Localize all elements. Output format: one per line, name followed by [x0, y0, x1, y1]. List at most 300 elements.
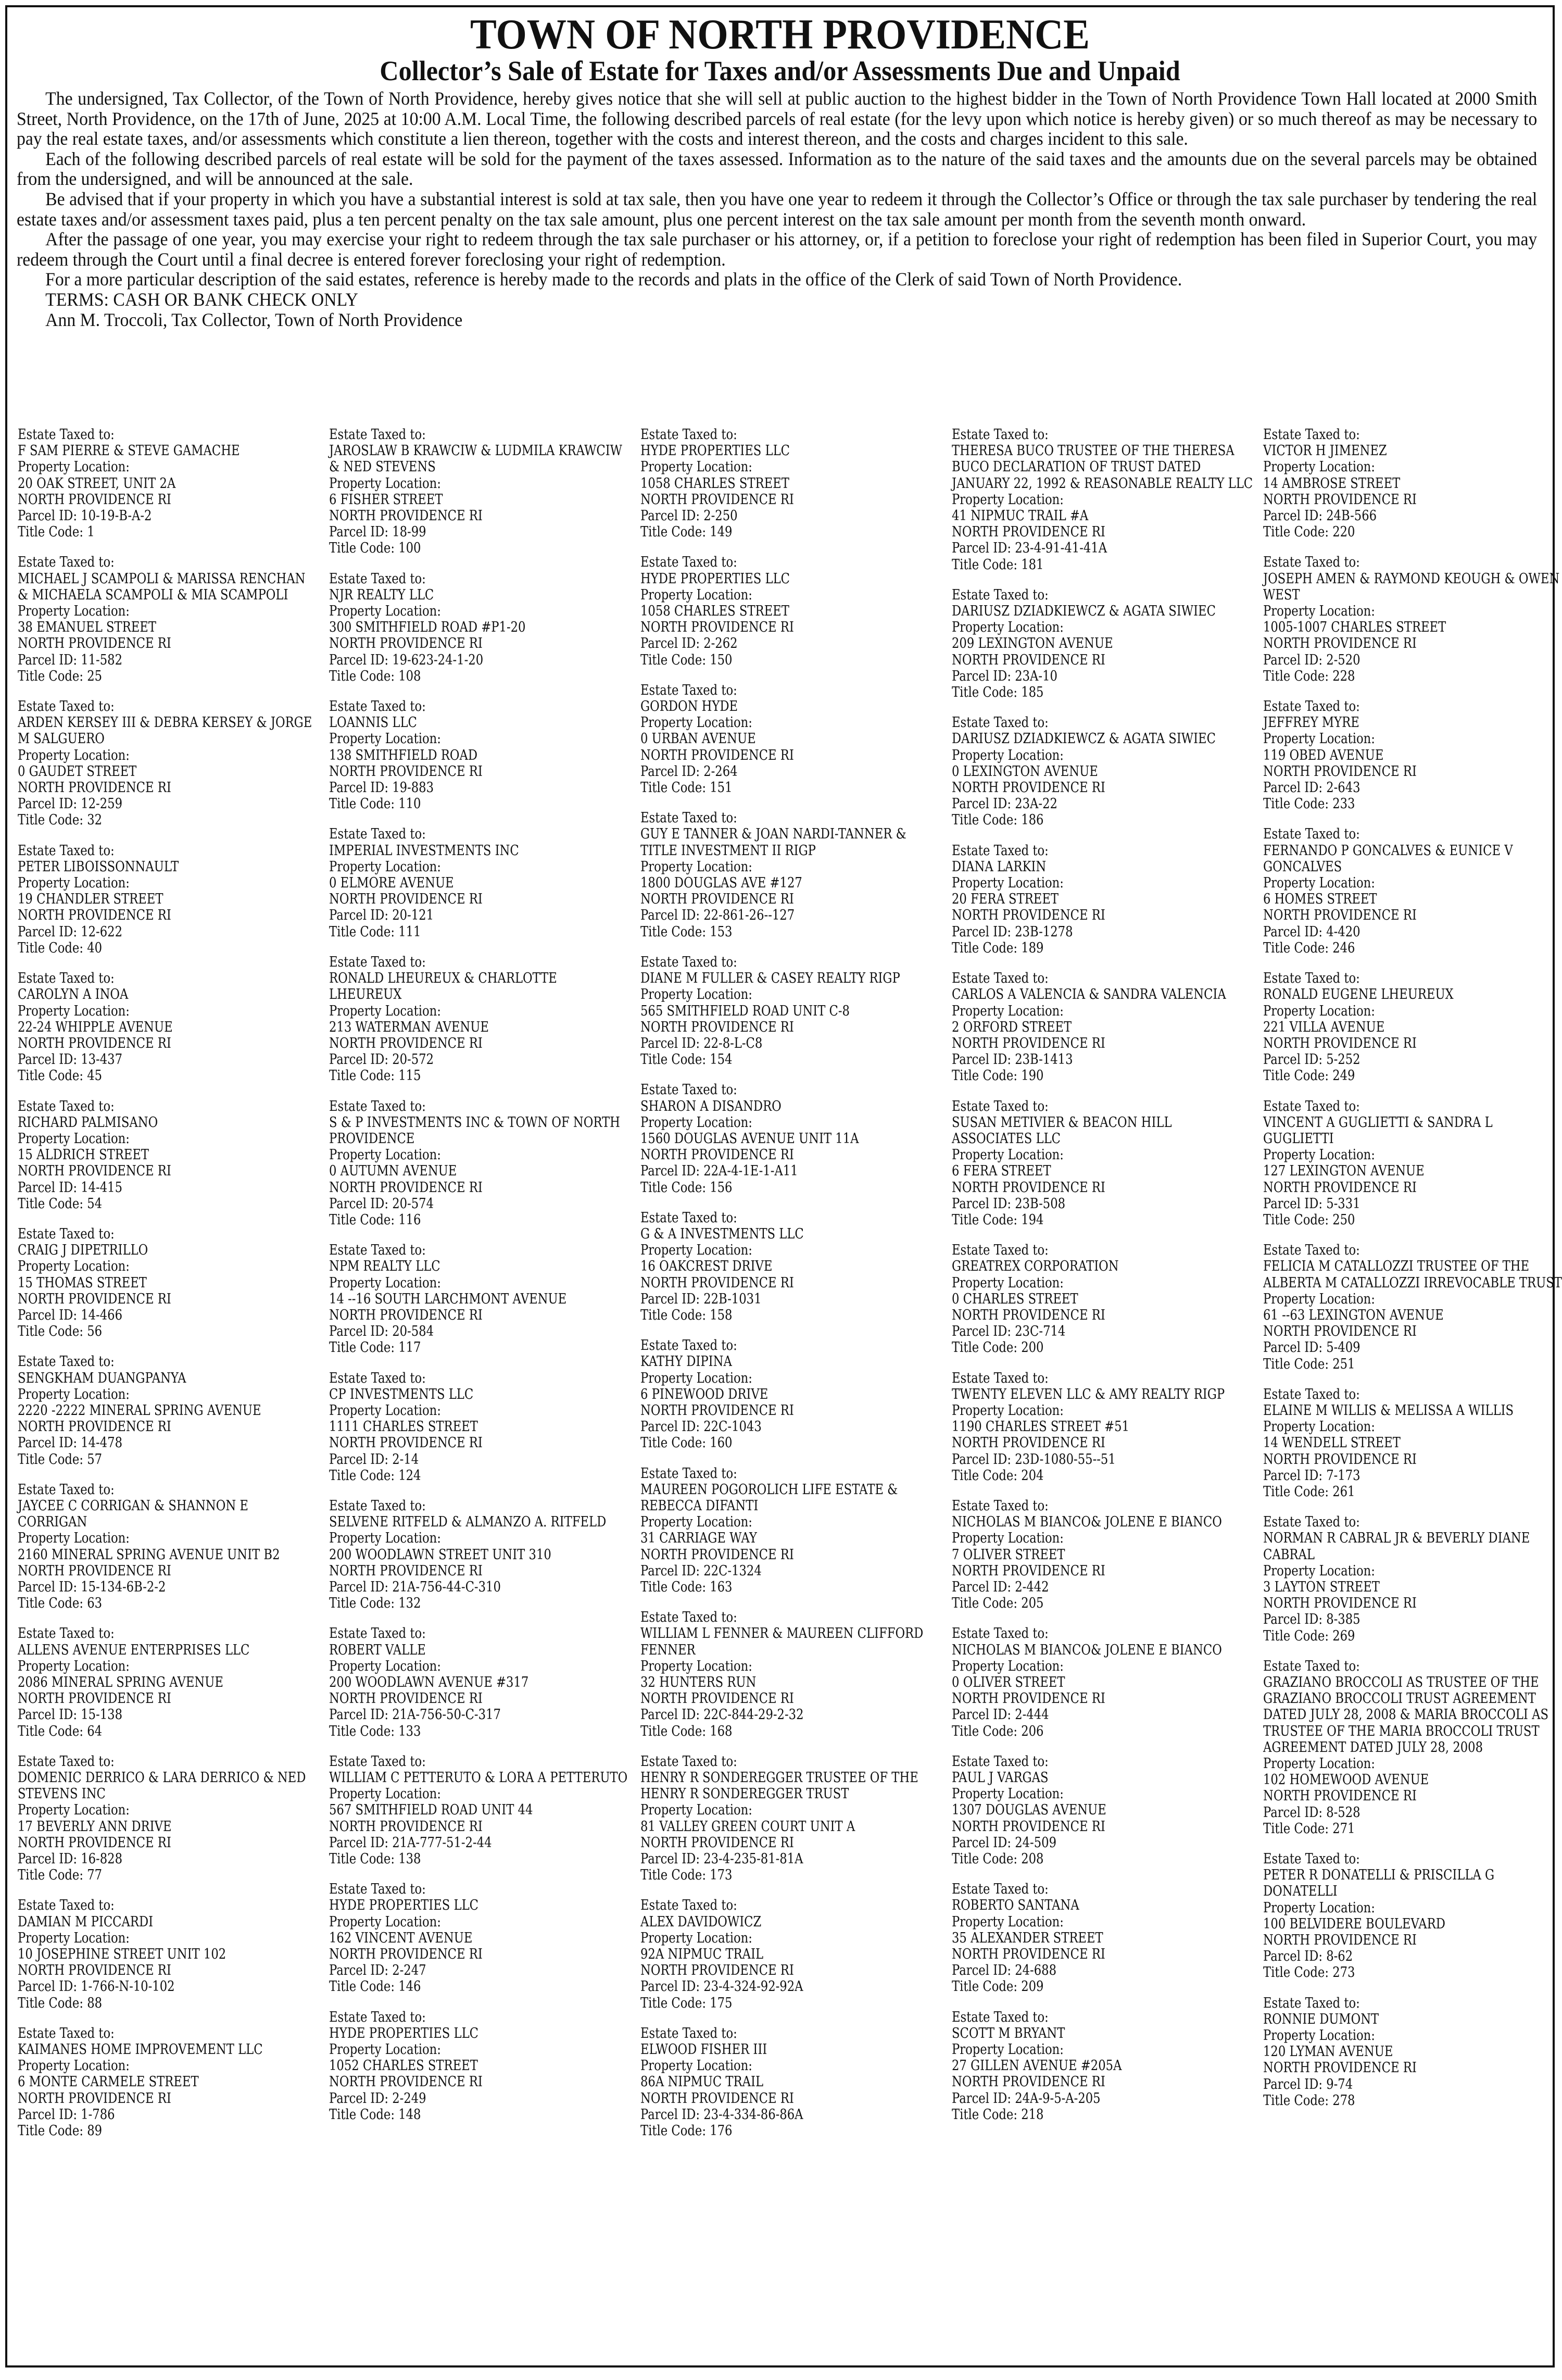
city-state: NORTH PROVIDENCE RI	[18, 1962, 171, 1979]
title-code: 32	[87, 812, 103, 829]
title-code-line	[1263, 2093, 1562, 2109]
property-location-label: Property Location:	[18, 1130, 130, 1147]
title-code-label: Title Code:	[640, 1579, 706, 1595]
parcel-id-line	[1263, 508, 1562, 524]
title-code-line	[329, 1212, 631, 1228]
title-code-label: Title Code:	[329, 1068, 395, 1084]
title-code-label: Title Code:	[329, 2106, 395, 2123]
title-code-label: Title Code:	[952, 684, 1017, 701]
intro-paragraph-court: After the passage of one year, you may exercise your right to redeem through the tax sale purchaser or his attorney, or, if a petition to foreclose your right of redemption has been filed in Superior Court, you may redeem through the Court until a final decree is entered forever foreclosing your right of redemption.	[17, 229, 1538, 270]
parcel-id-line	[329, 1579, 631, 1595]
title-code-line	[18, 1867, 320, 1883]
title-code-label: Title Code:	[640, 1307, 706, 1323]
street-address: 565 SMITHFIELD ROAD UNIT C-8	[640, 1003, 850, 1019]
property-location-label: Property Location:	[952, 491, 1064, 508]
parcel-id-label: Parcel ID:	[18, 652, 77, 668]
title-code-line	[329, 540, 631, 556]
title-code-label: Title Code:	[952, 940, 1017, 956]
parcel-entry	[1263, 1995, 1562, 2109]
city-state: NORTH PROVIDENCE RI	[1263, 1451, 1417, 1468]
estate-taxed-label: Estate Taxed to:	[329, 1497, 426, 1514]
parcel-id: 23-4-324-92-92A	[703, 1978, 803, 1995]
street-address: 162 VINCENT AVENUE	[329, 1930, 473, 1946]
street-address: 6 MONTE CARMELE STREET	[18, 2074, 199, 2090]
parcel-id-label: Parcel ID:	[18, 1851, 77, 1868]
title-code-line	[329, 2107, 631, 2123]
city-state: NORTH PROVIDENCE RI	[329, 1690, 483, 1707]
estate-taxed-label: Estate Taxed to:	[640, 554, 737, 571]
parcel-entry	[952, 843, 1254, 956]
parcel-entry	[952, 1753, 1254, 1867]
parcel-entry	[952, 1098, 1254, 1229]
property-location-label: Property Location:	[18, 1003, 130, 1019]
title-code-label: Title Code:	[952, 1467, 1017, 1484]
street-address: 6 HOMES STREET	[1263, 891, 1377, 908]
parcel-id-line	[18, 1978, 320, 1995]
owner-name: DARIUSZ DZIADKIEWCZ & AGATA SIWIEC	[952, 731, 1216, 747]
parcel-id-line	[952, 924, 1254, 940]
street-address: 0 URBAN AVENUE	[640, 731, 756, 747]
title-code-line	[952, 1723, 1254, 1739]
parcel-id: 22-8-L-C8	[703, 1035, 763, 1051]
title-code-label: Title Code:	[18, 1595, 83, 1612]
property-location-label: Property Location:	[18, 1930, 130, 1946]
title-code-label: Title Code:	[952, 1068, 1017, 1084]
parcel-id: 18-99	[392, 524, 426, 541]
title-code-label: Title Code:	[18, 940, 83, 956]
parcel-id-line	[18, 508, 320, 524]
street-address: 22-24 WHIPPLE AVENUE	[18, 1019, 173, 1035]
city-state: NORTH PROVIDENCE RI	[1263, 763, 1417, 780]
title-code-line	[640, 924, 942, 940]
estate-taxed-label: Estate Taxed to:	[640, 954, 737, 970]
property-location-label: Property Location:	[1263, 603, 1375, 620]
title-code-line	[329, 1068, 631, 1084]
city-state: NORTH PROVIDENCE RI	[18, 1834, 171, 1851]
parcel-id-label: Parcel ID:	[329, 2090, 388, 2107]
city-state: NORTH PROVIDENCE RI	[640, 1834, 794, 1851]
parcel-entry	[329, 2009, 631, 2123]
property-location-label: Property Location:	[329, 1658, 441, 1674]
parcel-id-label: Parcel ID:	[18, 1307, 77, 1323]
owner-name: HYDE PROPERTIES LLC	[640, 443, 790, 459]
title-code-line	[18, 524, 320, 540]
owner-name: ALLENS AVENUE ENTERPRISES LLC	[18, 1642, 250, 1658]
title-code-line	[18, 1196, 320, 1212]
street-address: 14 AMBROSE STREET	[1263, 475, 1401, 492]
title-code-line	[640, 1723, 942, 1739]
street-address: 6 FISHER STREET	[329, 491, 443, 508]
parcel-id-label: Parcel ID:	[329, 780, 388, 796]
title-code-label: Title Code:	[1263, 1820, 1329, 1837]
owner-name: PETER R DONATELLI & PRISCILLA G DONATELLI	[1263, 1867, 1495, 1900]
title-code-label: Title Code:	[952, 1851, 1017, 1868]
title-code: 271	[1332, 1820, 1355, 1837]
owner-name: KATHY DIPINA	[640, 1354, 732, 1370]
city-state: NORTH PROVIDENCE RI	[329, 1562, 483, 1579]
city-state: NORTH PROVIDENCE RI	[640, 1690, 794, 1707]
city-state: NORTH PROVIDENCE RI	[640, 2090, 794, 2107]
title-code-line	[1263, 1628, 1562, 1644]
parcel-id: 1-766-N-10-102	[81, 1978, 175, 1995]
parcel-id-line	[1263, 780, 1562, 796]
parcel-id-label: Parcel ID:	[329, 1579, 388, 1595]
estate-taxed-label: Estate Taxed to:	[1263, 826, 1360, 843]
estate-taxed-label: Estate Taxed to:	[952, 586, 1049, 603]
title-code-label: Title Code:	[18, 524, 83, 541]
parcel-id-label: Parcel ID:	[18, 1978, 77, 1995]
parcel-id-line	[1263, 1805, 1562, 1821]
property-location-label: Property Location:	[952, 1913, 1064, 1930]
estate-taxed-label: Estate Taxed to:	[640, 682, 737, 698]
property-location-label: Property Location:	[18, 603, 130, 620]
parcel-id-line	[952, 1451, 1254, 1468]
parcel-entry	[640, 1210, 942, 1323]
street-address: 127 LEXINGTON AVENUE	[1263, 1163, 1425, 1180]
parcel-entry	[1263, 970, 1562, 1084]
title-code-line	[18, 1995, 320, 2011]
owner-name: RONNIE DUMONT	[1263, 2011, 1379, 2027]
parcel-id-label: Parcel ID:	[329, 652, 388, 668]
estate-taxed-label: Estate Taxed to:	[1263, 427, 1360, 443]
title-code-line	[329, 1339, 631, 1356]
parcel-id-label: Parcel ID:	[640, 2106, 700, 2123]
estate-taxed-label: Estate Taxed to:	[1263, 1386, 1360, 1402]
title-code: 133	[398, 1723, 421, 1739]
parcel-id-line	[640, 907, 942, 923]
title-code: 200	[1021, 1339, 1044, 1356]
parcel-id-line	[640, 1978, 942, 1995]
city-state: NORTH PROVIDENCE RI	[329, 891, 483, 908]
parcel-id: 22B-1031	[703, 1291, 762, 1307]
owner-name: ROBERTO SANTANA	[952, 1897, 1079, 1914]
owner-name: DARIUSZ DZIADKIEWCZ & AGATA SIWIEC	[952, 603, 1216, 620]
parcel-id-label: Parcel ID:	[640, 1851, 700, 1868]
street-address: 1052 CHARLES STREET	[329, 2058, 478, 2074]
property-location-label: Property Location:	[952, 1003, 1064, 1019]
parcel-id-line	[640, 763, 942, 780]
title-code-line	[640, 1995, 942, 2011]
parcel-id-label: Parcel ID:	[18, 796, 77, 812]
owner-name: FERNANDO P GONCALVES & EUNICE V GONCALVES	[1263, 842, 1513, 875]
parcel-id-line	[1263, 1196, 1562, 1212]
estate-taxed-label: Estate Taxed to:	[18, 1753, 115, 1770]
title-code: 204	[1021, 1467, 1044, 1484]
parcel-id-label: Parcel ID:	[18, 1051, 77, 1068]
property-location-label: Property Location:	[18, 875, 130, 892]
title-code-label: Title Code:	[640, 2123, 706, 2139]
title-code-line	[1263, 1356, 1562, 1372]
title-code: 154	[710, 1051, 733, 1068]
title-code: 249	[1332, 1068, 1355, 1084]
parcel-entry	[329, 1753, 631, 1867]
parcel-id-line	[952, 668, 1254, 684]
city-state: NORTH PROVIDENCE RI	[1263, 635, 1417, 652]
parcel-id-label: Parcel ID:	[1263, 780, 1322, 796]
parcel-id-label: Parcel ID:	[640, 1978, 700, 1995]
street-address: 10 JOSEPHINE STREET UNIT 102	[18, 1946, 226, 1963]
parcel-id: 2-250	[703, 508, 738, 524]
parcel-entry	[952, 427, 1254, 573]
parcel-id-line	[952, 1051, 1254, 1068]
title-code: 208	[1021, 1851, 1044, 1868]
parcel-entry	[1263, 1851, 1562, 1981]
owner-name: FELICIA M CATALLOZZI TRUSTEE OF THE ALBERTA M CATALLOZZI IRREVOCABLE TRUST	[1263, 1258, 1562, 1291]
owner-name: GRAZIANO BROCCOLI AS TRUSTEE OF THE GRAZIANO BROCCOLI TRUST AGREEMENT DATED JULY 28, 2008 & MARIA BROCCOLI AS TRUSTEE OF THE MARIA BROCCOLI TRUST AGREEMENT DATED JULY 28, 2008	[1263, 1674, 1549, 1756]
parcel-entry	[18, 1482, 320, 1612]
owner-name: ALEX DAVIDOWICZ	[640, 1913, 762, 1930]
title-code-label: Title Code:	[952, 1595, 1017, 1612]
parcel-id: 15-134-6B-2-2	[81, 1579, 166, 1595]
title-code: 151	[710, 780, 733, 796]
parcel-id-line	[952, 1707, 1254, 1723]
title-code: 278	[1332, 2092, 1355, 2109]
parcel-id-line	[952, 1323, 1254, 1339]
title-code-label: Title Code:	[329, 1978, 395, 1995]
parcel-entry	[18, 1098, 320, 1212]
parcel-id-label: Parcel ID:	[952, 1579, 1011, 1595]
parcel-entry	[329, 1098, 631, 1229]
title-code-line	[1263, 940, 1562, 956]
parcel-id: 20-584	[392, 1323, 434, 1340]
street-address: 14 --16 SOUTH LARCHMONT AVENUE	[329, 1291, 567, 1307]
parcel-id-label: Parcel ID:	[329, 1834, 388, 1851]
estate-taxed-label: Estate Taxed to:	[329, 1242, 426, 1259]
property-location-label: Property Location:	[640, 1370, 752, 1386]
city-state: NORTH PROVIDENCE RI	[18, 1291, 171, 1307]
parcel-entry	[952, 715, 1254, 828]
title-code-label: Title Code:	[640, 1179, 706, 1196]
parcel-id: 23D-1080-55--51	[1015, 1451, 1116, 1468]
street-address: 17 BEVERLY ANN DRIVE	[18, 1818, 172, 1835]
parcel-entry	[640, 554, 942, 668]
property-location-label: Property Location:	[329, 1530, 441, 1547]
estate-taxed-label: Estate Taxed to:	[329, 570, 426, 587]
parcel-entry	[18, 1897, 320, 2011]
estate-taxed-label: Estate Taxed to:	[18, 1481, 115, 1498]
estate-taxed-label: Estate Taxed to:	[329, 1098, 426, 1114]
city-state: NORTH PROVIDENCE RI	[18, 1690, 171, 1707]
property-location-label: Property Location:	[640, 459, 752, 475]
owner-name: IMPERIAL INVESTMENTS INC	[329, 842, 519, 859]
title-code-label: Title Code:	[329, 668, 395, 684]
property-location-label: Property Location:	[952, 747, 1064, 763]
street-address: 0 CHARLES STREET	[952, 1291, 1078, 1307]
parcel-id-line	[329, 652, 631, 668]
terms-line: TERMS: CASH OR BANK CHECK ONLY	[45, 289, 359, 310]
parcel-id-line	[640, 635, 942, 652]
title-code: 1	[87, 524, 95, 541]
parcel-id-label: Parcel ID:	[952, 1323, 1011, 1340]
title-code: 233	[1332, 796, 1355, 812]
title-code-line	[640, 1435, 942, 1451]
city-state: NORTH PROVIDENCE RI	[640, 1019, 794, 1035]
street-address: 0 GAUDET STREET	[18, 763, 137, 780]
city-state: NORTH PROVIDENCE RI	[329, 1035, 483, 1051]
title-code: 186	[1021, 812, 1044, 829]
street-address: 200 WOODLAWN AVENUE #317	[329, 1674, 529, 1691]
parcel-entry	[329, 1242, 631, 1356]
parcel-id: 14-478	[81, 1435, 123, 1451]
parcel-id-line	[18, 1579, 320, 1595]
title-code-line	[640, 2123, 942, 2139]
estate-taxed-label: Estate Taxed to:	[18, 1354, 115, 1370]
parcel-id: 23B-1278	[1015, 923, 1073, 940]
property-location-label: Property Location:	[640, 1930, 752, 1946]
title-code-line	[1263, 1964, 1562, 1981]
street-address: 102 HOMEWOOD AVENUE	[1263, 1772, 1429, 1788]
estate-taxed-label: Estate Taxed to:	[329, 1370, 426, 1386]
property-location-label: Property Location:	[18, 1386, 130, 1402]
parcel-id: 13-437	[81, 1051, 123, 1068]
title-code-label: Title Code:	[329, 796, 395, 812]
parcel-id: 23-4-334-86-86A	[703, 2106, 803, 2123]
title-code-label: Title Code:	[329, 1339, 395, 1356]
property-location-label: Property Location:	[329, 475, 441, 492]
owner-name: CRAIG J DIPETRILLO	[18, 1242, 148, 1259]
title-code-label: Title Code:	[640, 1723, 706, 1739]
title-code: 63	[87, 1595, 103, 1612]
city-state: NORTH PROVIDENCE RI	[952, 1818, 1105, 1835]
title-code-line	[1263, 524, 1562, 540]
owner-name: PAUL J VARGAS	[952, 1770, 1049, 1786]
title-code-label: Title Code:	[329, 1211, 395, 1228]
street-address: 213 WATERMAN AVENUE	[329, 1019, 489, 1035]
parcel-id: 19-623-24-1-20	[392, 652, 484, 668]
parcel-entry	[1263, 1514, 1562, 1644]
intro-paragraph-auction: The undersigned, Tax Collector, of the Town of North Providence, hereby gives notice that she will sell at public auction to the highest bidder in the Town of North Providence Town Hall located at 2000 Smith Street, North Providence, on the 17th of June, 2025 at 10:00 A.M. Local Time, the following described parcels of real estate (for the levy upon which notice is hereby given) or so much thereof as may be necessary to pay the real estate taxes, and/or assessments which constitute a lien thereon, together with the costs and interest thereon, and the costs and charges incident to this sale.	[17, 88, 1538, 149]
estate-taxed-label: Estate Taxed to:	[1263, 1242, 1360, 1259]
parcel-id-label: Parcel ID:	[329, 1323, 388, 1340]
city-state: NORTH PROVIDENCE RI	[640, 747, 794, 763]
parcel-id-label: Parcel ID:	[1263, 1195, 1322, 1212]
estate-taxed-label: Estate Taxed to:	[640, 1082, 737, 1098]
title-code-line	[952, 557, 1254, 573]
estate-taxed-label: Estate Taxed to:	[329, 954, 426, 970]
city-state: NORTH PROVIDENCE RI	[952, 1562, 1105, 1579]
owner-name: NICHOLAS M BIANCO& JOLENE E BIANCO	[952, 1642, 1222, 1658]
parcel-id-label: Parcel ID:	[1263, 923, 1322, 940]
title-code-line	[329, 1851, 631, 1867]
estate-taxed-label: Estate Taxed to:	[640, 1465, 737, 1482]
parcel-entry	[952, 1881, 1254, 1995]
notice-title: TOWN OF NORTH PROVIDENCE	[470, 10, 1090, 58]
owner-name: DOMENIC DERRICO & LARA DERRICO & NED STEVENS INC	[18, 1770, 306, 1802]
estate-taxed-label: Estate Taxed to:	[18, 698, 115, 715]
owner-name: THERESA BUCO TRUSTEE OF THE THERESA BUCO DECLARATION OF TRUST DATED JANUARY 22, 1992 & REASONABLE REALTY LLC	[952, 443, 1253, 492]
title-code: 116	[398, 1211, 421, 1228]
street-address: 0 LEXINGTON AVENUE	[952, 763, 1098, 780]
title-code: 190	[1021, 1068, 1044, 1084]
parcel-id: 7-173	[1326, 1467, 1361, 1484]
street-address: 1190 CHARLES STREET #51	[952, 1419, 1129, 1435]
title-code-label: Title Code:	[1263, 524, 1329, 541]
parcel-id-line	[640, 1291, 942, 1307]
estate-taxed-label: Estate Taxed to:	[1263, 1514, 1360, 1531]
parcel-id: 2-444	[1015, 1707, 1049, 1723]
parcel-entry	[1263, 1658, 1562, 1837]
title-code-label: Title Code:	[18, 812, 83, 829]
parcel-id-label: Parcel ID:	[952, 1451, 1011, 1468]
property-location-label: Property Location:	[1263, 1291, 1375, 1307]
parcel-id-label: Parcel ID:	[18, 1179, 77, 1196]
title-code-line	[18, 2123, 320, 2139]
street-address: 1307 DOUGLAS AVENUE	[952, 1802, 1106, 1819]
estate-taxed-label: Estate Taxed to:	[18, 427, 115, 443]
title-code-label: Title Code:	[1263, 1068, 1329, 1084]
city-state: NORTH PROVIDENCE RI	[1263, 1179, 1417, 1196]
title-code-label: Title Code:	[329, 1467, 395, 1484]
title-code: 160	[710, 1435, 733, 1451]
title-code-label: Title Code:	[640, 1435, 706, 1451]
street-address: 7 OLIVER STREET	[952, 1546, 1065, 1563]
title-code-label: Title Code:	[1263, 1627, 1329, 1644]
estate-taxed-label: Estate Taxed to:	[952, 970, 1049, 987]
parcel-entry	[1263, 1386, 1562, 1500]
street-address: 567 SMITHFIELD ROAD UNIT 44	[329, 1802, 533, 1819]
city-state: NORTH PROVIDENCE RI	[952, 1179, 1105, 1196]
title-code-line	[952, 684, 1254, 700]
estate-taxed-label: Estate Taxed to:	[1263, 1995, 1360, 2011]
estate-taxed-label: Estate Taxed to:	[18, 1625, 115, 1642]
street-address: 31 CARRIAGE WAY	[640, 1530, 757, 1547]
parcel-id: 24B-566	[1326, 508, 1377, 524]
parcel-id-line	[640, 1707, 942, 1723]
parcel-id-label: Parcel ID:	[952, 923, 1011, 940]
parcel-id-label: Parcel ID:	[1263, 1339, 1322, 1356]
title-code: 117	[398, 1339, 421, 1356]
title-code-label: Title Code:	[18, 1995, 83, 2011]
title-code-line	[640, 1051, 942, 1068]
parcel-id-line	[18, 1180, 320, 1196]
estate-taxed-label: Estate Taxed to:	[18, 2025, 115, 2041]
title-code-line	[952, 1978, 1254, 1995]
estate-taxed-label: Estate Taxed to:	[952, 1753, 1049, 1770]
city-state: NORTH PROVIDENCE RI	[329, 1818, 483, 1835]
owner-name: F SAM PIERRE & STEVE GAMACHE	[18, 443, 240, 459]
parcel-entry	[640, 954, 942, 1068]
street-address: 6 PINEWOOD DRIVE	[640, 1386, 769, 1402]
parcel-id: 8-528	[1326, 1804, 1361, 1821]
title-code: 156	[710, 1179, 733, 1196]
title-code-label: Title Code:	[952, 1723, 1017, 1739]
estate-taxed-label: Estate Taxed to:	[329, 826, 426, 843]
street-address: 100 BELVIDERE BOULEVARD	[1263, 1915, 1445, 1932]
property-location-label: Property Location:	[952, 1274, 1064, 1291]
property-location-label: Property Location:	[329, 858, 441, 875]
title-code: 218	[1021, 2106, 1044, 2123]
street-address: 2086 MINERAL SPRING AVENUE	[18, 1674, 223, 1691]
parcel-id-line	[329, 907, 631, 923]
title-code: 185	[1021, 684, 1044, 701]
title-code-label: Title Code:	[640, 923, 706, 940]
street-address: 0 AUTUMN AVENUE	[329, 1163, 457, 1180]
city-state: NORTH PROVIDENCE RI	[18, 635, 171, 652]
owner-name: MAUREEN POGOROLICH LIFE ESTATE & REBECCA DIFANTI	[640, 1481, 898, 1514]
parcel-id-label: Parcel ID:	[640, 907, 700, 924]
parcel-id-label: Parcel ID:	[329, 907, 388, 924]
owner-name: DIANA LARKIN	[952, 858, 1047, 875]
property-location-label: Property Location:	[952, 1402, 1064, 1419]
title-code-label: Title Code:	[952, 812, 1017, 829]
parcel-id-label: Parcel ID:	[329, 1707, 388, 1723]
city-state: NORTH PROVIDENCE RI	[18, 1035, 171, 1051]
parcel-entry	[18, 843, 320, 956]
street-address: 27 GILLEN AVENUE #205A	[952, 2058, 1122, 2074]
parcel-id-label: Parcel ID:	[1263, 1948, 1322, 1965]
parcel-entry	[329, 1625, 631, 1739]
title-code-line	[640, 652, 942, 668]
